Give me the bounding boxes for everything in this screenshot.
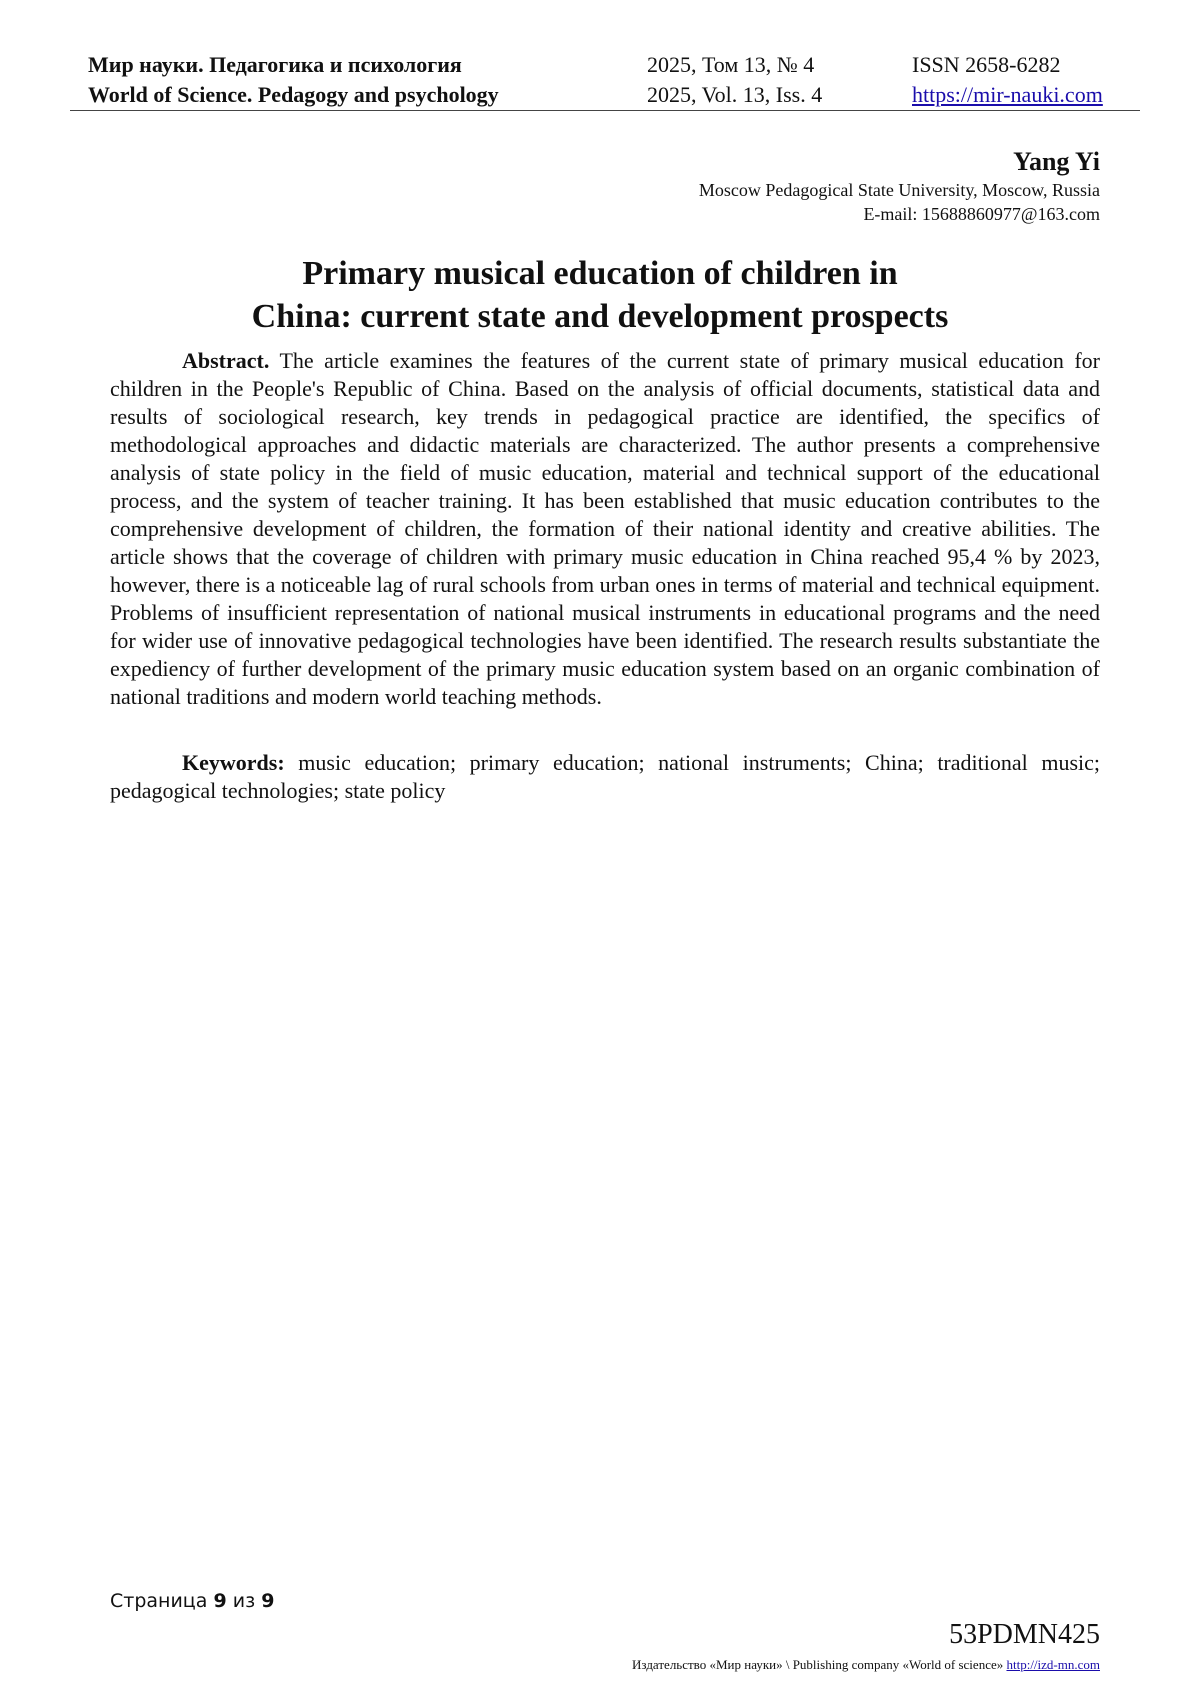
author-email: E-mail: 15688860977@163.com [863,204,1100,224]
page-prefix: Страница [110,1590,208,1612]
abstract-label: Abstract. [182,348,270,373]
website-link[interactable]: https://mir-nauki.com [912,82,1103,107]
page-counter [110,1588,274,1614]
page-current: 9 [213,1590,227,1612]
header-divider [70,110,1140,111]
publisher-line [632,1656,1100,1674]
article-title-line-2: China: current state and development prospects [251,298,949,335]
journal-name-en: World of Science. Pedagogy and psychology [88,82,499,107]
page-separator: из [232,1590,256,1612]
publisher-link[interactable]: http://izd-mn.com [1006,1657,1100,1672]
article-title [100,252,1100,338]
keywords-text: music education; primary education; national instruments; China; traditional music; pedagogical technologies; state policy [110,750,1101,803]
journal-name-ru: Мир науки. Педагогика и психология [88,52,462,77]
author-name: Yang Yi [1013,147,1100,176]
abstract [110,347,1100,711]
issue-info-ru: 2025, Том 13, № 4 [647,52,815,77]
keywords [110,749,1100,805]
journal-website [912,80,1103,110]
page-total: 9 [261,1590,275,1612]
article-title-line-1: Primary musical education of children in [302,255,898,292]
article-code: 53PDMN425 [949,1619,1100,1650]
publisher-text: Издательство «Мир науки» \ Publishing company «World of science» [632,1657,1004,1672]
author-affiliation: Moscow Pedagogical State University, Moscow, Russia [698,180,1100,200]
keywords-label: Keywords: [182,750,285,775]
abstract-text: The article examines the features of the current state of primary musical education for children in the People's Republic of China. Based on the analysis of official documents, statistical data and results of sociological research, key trends in pedagogical practice are identified, the specifics of methodological approaches and didactic materials are characterized. The author presents a comprehensive analysis of state policy in the field of music education, material and technical support of the educational process, and the system of teacher training. It has been established that music education contributes to the comprehensive development of children, the formation of their national identity and creative abilities. The article shows that the coverage of children with primary music education in China reached 95,4 % by 2023, however, there is a noticeable lag of rural schools from urban ones in terms of material and technical equipment. Problems of insufficient representation of national musical instruments in educational programs and the need for wider use of innovative pedagogical technologies have been identified. The research results substantiate the expediency of further development of the primary music education system based on an organic combination of national traditions and modern world teaching methods. [110,348,1100,709]
issn: ISSN 2658-6282 [912,52,1061,77]
issue-info-en: 2025, Vol. 13, Iss. 4 [647,82,823,107]
author-block [699,146,1100,226]
